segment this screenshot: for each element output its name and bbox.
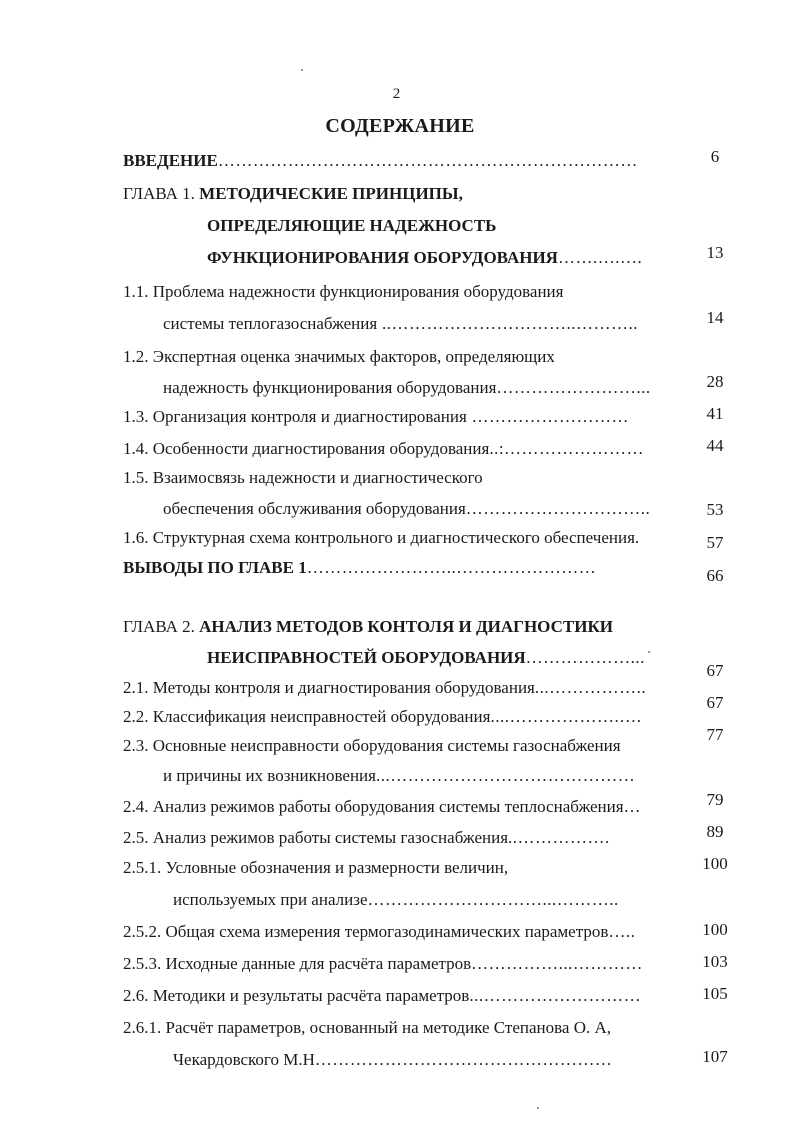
toc-chapter-1-line2: ОПРЕДЕЛЯЮЩИЕ НАДЕЖНОСТЬ [207, 216, 497, 235]
toc-page-chapter-1: 13 [706, 243, 724, 262]
toc-entry-2-5-3: 2.5.3. Исходные данные для расчёта параметров……………...………… [123, 954, 643, 973]
toc-entry-1-1-cont: системы теплогазоснабжения ..…………………………..……….. [163, 314, 638, 333]
toc-entry-2-1: 2.1. Методы контроля и диагностирования оборудования...…………….. [123, 678, 647, 697]
toc-page-1-5: 53 [706, 500, 724, 519]
toc-entry-2-5-1-cont: используемых при анализе…………………………...……….. [173, 890, 619, 909]
toc-page-1-4: 44 [706, 436, 724, 455]
toc-chapter-2-line2: НЕИСПРАВНОСТЕЙ ОБОРУДОВАНИЯ………………... [207, 648, 645, 667]
toc-page-chapter-2: 67 [706, 661, 724, 680]
page-title: СОДЕРЖАНИЕ [325, 115, 475, 137]
toc-entry-2-5-1: 2.5.1. Условные обозначения и размерности величин, [123, 858, 509, 877]
toc-entry-2-6: 2.6. Методики и результаты расчёта параметров...……………………… [123, 986, 642, 1005]
toc-entry-1-5-cont: обеспечения обслуживания оборудования………………………….. [163, 499, 651, 518]
toc-page-2-4: 89 [706, 822, 724, 841]
toc-page-2-5-3: 103 [702, 952, 728, 971]
toc-entry-2-2: 2.2. Классификация неисправностей оборудования....……………….…. [123, 707, 642, 726]
toc-page-1-3: 41 [706, 404, 724, 423]
scan-speck [648, 651, 650, 653]
toc-page-1-6: 57 [706, 533, 724, 552]
toc-page-2-1: 67 [706, 693, 724, 712]
toc-chapter-1-line3: ФУНКЦИОНИРОВАНИЯ ОБОРУДОВАНИЯ…….….…. [207, 248, 643, 267]
toc-page-2-6-1: 107 [702, 1047, 728, 1066]
toc-entry-1-2-cont: надежность функционирования оборудования……………………... [163, 378, 651, 397]
toc-page-2-3: 79 [706, 790, 724, 809]
toc-entry-2-6-1-cont: Чекардовского М.Н…………………………………………… [173, 1050, 613, 1069]
toc-entry-1-2: 1.2. Экспертная оценка значимых факторов, определяющих [123, 347, 555, 366]
toc-page-2-2: 77 [706, 725, 724, 744]
toc-entry-2-5-2: 2.5.2. Общая схема измерения термогазодинамических параметров….. [123, 922, 636, 941]
toc-entry-2-3: 2.3. Основные неисправности оборудования системы газоснабжения [123, 736, 621, 755]
toc-entry-1-4: 1.4. Особенности диагностирования оборудования..:…………………… [123, 439, 645, 458]
toc-entry-1-5: 1.5. Взаимосвязь надежности и диагностического [123, 468, 483, 487]
toc-page-1-2: 28 [706, 372, 724, 391]
toc-entry-intro: ВВЕДЕНИЕ……………………………………………………………… [123, 151, 638, 170]
toc-entry-chapter-1-conclusions: ВЫВОДЫ ПО ГЛАВЕ 1……………………..…………………… [123, 558, 597, 577]
toc-page-2-5: 100 [702, 854, 728, 873]
page-number: 2 [392, 86, 401, 102]
toc-entry-1-6: 1.6. Структурная схема контрольного и диагностического обеспечения. [123, 528, 640, 547]
toc-entry-2-3-cont: и причины их возникновения...…………………………………… [163, 766, 636, 785]
toc-chapter-1-heading: ГЛАВА 1. МЕТОДИЧЕСКИЕ ПРИНЦИПЫ, [123, 184, 463, 203]
toc-chapter-2-heading: ГЛАВА 2. АНАЛИЗ МЕТОДОВ КОНТОЛЯ И ДИАГНОСТИКИ [123, 617, 613, 636]
toc-entry-1-3: 1.3. Организация контроля и диагностирования ……………………… [123, 407, 630, 426]
scan-speck [301, 69, 303, 71]
toc-entry-1-1: 1.1. Проблема надежности функционирования оборудования [123, 282, 564, 301]
toc-page-1-1: 14 [706, 308, 724, 327]
toc-page-chapter-1-conclusions: 66 [706, 566, 724, 585]
toc-page-2-6: 105 [702, 984, 728, 1003]
toc-entry-2-4: 2.4. Анализ режимов работы оборудования системы теплоснабжения… [123, 797, 642, 816]
toc-page-2-5-2: 100 [702, 920, 728, 939]
toc-entry-2-6-1: 2.6.1. Расчёт параметров, основанный на методике Степанова О. А, [123, 1018, 612, 1037]
toc-page-intro: 6 [710, 147, 720, 166]
scan-speck [537, 1107, 539, 1109]
toc-entry-2-5: 2.5. Анализ режимов работы системы газоснабжения..……………. [123, 828, 610, 847]
